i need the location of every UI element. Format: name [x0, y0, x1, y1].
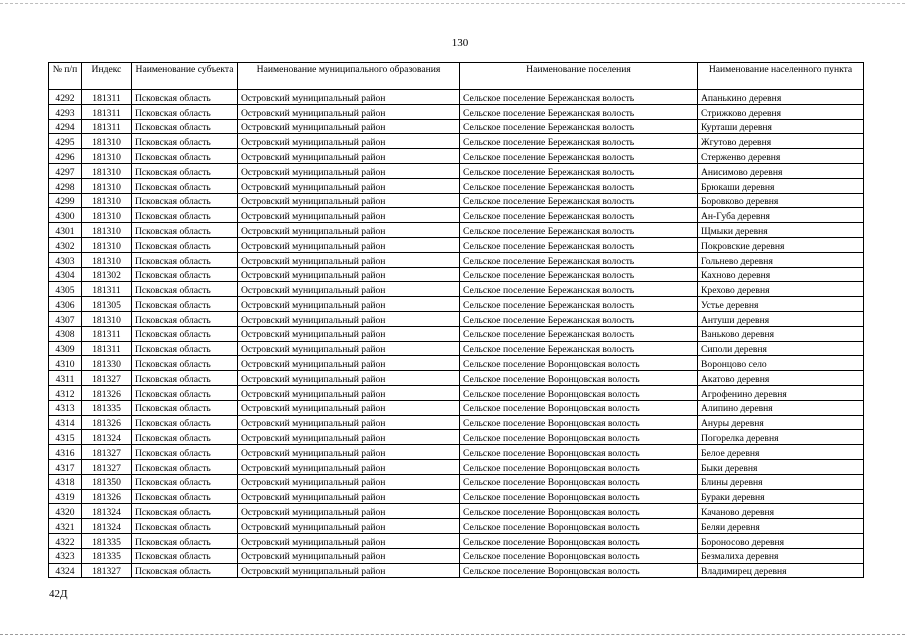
cell-locality: Воронцово село: [698, 356, 864, 371]
cell-municipality: Островский муниципальный район: [238, 178, 460, 193]
table-row: [49, 445, 864, 460]
cell-subject: Псковская область: [132, 223, 238, 238]
cell-index: 181302: [82, 267, 132, 282]
cell-locality: Курташи деревня: [698, 119, 864, 134]
cell-settlement: Сельское поселение Воронцовская волость: [460, 489, 698, 504]
cell-num: 4295: [49, 134, 82, 149]
cell-settlement: Сельское поселение Бережанская волость: [460, 326, 698, 341]
cell-municipality: Островский муниципальный район: [238, 563, 460, 578]
cell-index: 181311: [82, 90, 132, 105]
cell-locality: Стерженво деревня: [698, 149, 864, 164]
cell-num: 4308: [49, 326, 82, 341]
cell-subject: Псковская область: [132, 385, 238, 400]
cell-index: 181335: [82, 548, 132, 563]
cell-locality: Белое деревня: [698, 445, 864, 460]
table-row: [49, 237, 864, 252]
cell-municipality: Островский муниципальный район: [238, 149, 460, 164]
cell-num: 4309: [49, 341, 82, 356]
cell-index: 181310: [82, 237, 132, 252]
table-row: [49, 563, 864, 578]
cell-subject: Псковская область: [132, 504, 238, 519]
cell-index: 181310: [82, 311, 132, 326]
cell-settlement: Сельское поселение Бережанская волость: [460, 237, 698, 252]
cell-num: 4323: [49, 548, 82, 563]
cell-index: 181310: [82, 149, 132, 164]
cell-municipality: Островский муниципальный район: [238, 208, 460, 223]
cell-index: 181311: [82, 104, 132, 119]
cell-subject: Псковская область: [132, 237, 238, 252]
cell-locality: Алипино деревня: [698, 400, 864, 415]
cell-municipality: Островский муниципальный район: [238, 282, 460, 297]
table-row: [49, 430, 864, 445]
cell-municipality: Островский муниципальный район: [238, 193, 460, 208]
cell-municipality: Островский муниципальный район: [238, 90, 460, 105]
cell-settlement: Сельское поселение Бережанская волость: [460, 267, 698, 282]
cell-subject: Псковская область: [132, 415, 238, 430]
cell-municipality: Островский муниципальный район: [238, 119, 460, 134]
cell-locality: Стрижково деревня: [698, 104, 864, 119]
cell-locality: Устье деревня: [698, 297, 864, 312]
table-row: [49, 474, 864, 489]
scan-edge-top: [0, 3, 905, 4]
cell-locality: Быки деревня: [698, 459, 864, 474]
cell-municipality: Островский муниципальный район: [238, 445, 460, 460]
cell-locality: Брюкаши деревня: [698, 178, 864, 193]
cell-subject: Псковская область: [132, 533, 238, 548]
cell-num: 4320: [49, 504, 82, 519]
cell-num: 4296: [49, 149, 82, 164]
cell-num: 4301: [49, 223, 82, 238]
cell-subject: Псковская область: [132, 445, 238, 460]
cell-settlement: Сельское поселение Бережанская волость: [460, 311, 698, 326]
cell-index: 181311: [82, 282, 132, 297]
cell-locality: Ануры деревня: [698, 415, 864, 430]
table-row: [49, 223, 864, 238]
cell-index: 181327: [82, 459, 132, 474]
table-row: [49, 400, 864, 415]
cell-num: 4317: [49, 459, 82, 474]
cell-subject: Псковская область: [132, 311, 238, 326]
table-row: [49, 90, 864, 105]
cell-index: 181310: [82, 134, 132, 149]
cell-subject: Псковская область: [132, 341, 238, 356]
cell-municipality: Островский муниципальный район: [238, 400, 460, 415]
table-row: [49, 548, 864, 563]
cell-num: 4302: [49, 237, 82, 252]
cell-subject: Псковская область: [132, 297, 238, 312]
cell-settlement: Сельское поселение Бережанская волость: [460, 178, 698, 193]
header-locality: Наименование населенного пункта: [698, 63, 864, 90]
cell-settlement: Сельское поселение Бережанская волость: [460, 223, 698, 238]
cell-num: 4315: [49, 430, 82, 445]
cell-locality: Бураки деревня: [698, 489, 864, 504]
cell-num: 4298: [49, 178, 82, 193]
cell-num: 4321: [49, 519, 82, 534]
table-row: [49, 504, 864, 519]
cell-index: 181350: [82, 474, 132, 489]
cell-num: 4316: [49, 445, 82, 460]
table-row: [49, 311, 864, 326]
cell-locality: Боровково деревня: [698, 193, 864, 208]
cell-subject: Псковская область: [132, 178, 238, 193]
cell-index: 181324: [82, 430, 132, 445]
cell-municipality: Островский муниципальный район: [238, 489, 460, 504]
cell-settlement: Сельское поселение Бережанская волость: [460, 193, 698, 208]
cell-municipality: Островский муниципальный район: [238, 223, 460, 238]
cell-num: 4312: [49, 385, 82, 400]
cell-locality: Жгутово деревня: [698, 134, 864, 149]
cell-locality: Владимирец деревня: [698, 563, 864, 578]
cell-index: 181311: [82, 326, 132, 341]
cell-index: 181311: [82, 341, 132, 356]
cell-index: 181305: [82, 297, 132, 312]
cell-num: 4307: [49, 311, 82, 326]
cell-subject: Псковская область: [132, 208, 238, 223]
cell-municipality: Островский муниципальный район: [238, 548, 460, 563]
table-row: [49, 415, 864, 430]
cell-subject: Псковская область: [132, 459, 238, 474]
cell-num: 4318: [49, 474, 82, 489]
cell-settlement: Сельское поселение Воронцовская волость: [460, 548, 698, 563]
table-row: [49, 163, 864, 178]
cell-subject: Псковская область: [132, 282, 238, 297]
cell-num: 4304: [49, 267, 82, 282]
table-row: [49, 267, 864, 282]
table-row: [49, 208, 864, 223]
cell-municipality: Островский муниципальный район: [238, 163, 460, 178]
cell-subject: Псковская область: [132, 356, 238, 371]
cell-num: 4294: [49, 119, 82, 134]
cell-num: 4297: [49, 163, 82, 178]
cell-num: 4306: [49, 297, 82, 312]
cell-subject: Псковская область: [132, 400, 238, 415]
cell-index: 181324: [82, 504, 132, 519]
cell-locality: Погорелка деревня: [698, 430, 864, 445]
cell-index: 181330: [82, 356, 132, 371]
table-row: [49, 385, 864, 400]
cell-settlement: Сельское поселение Бережанская волость: [460, 149, 698, 164]
cell-settlement: Сельское поселение Бережанская волость: [460, 119, 698, 134]
cell-index: 181326: [82, 415, 132, 430]
table-row: [49, 371, 864, 386]
cell-municipality: Островский муниципальный район: [238, 104, 460, 119]
cell-settlement: Сельское поселение Бережанская волость: [460, 163, 698, 178]
cell-settlement: Сельское поселение Воронцовская волость: [460, 356, 698, 371]
cell-index: 181327: [82, 445, 132, 460]
cell-settlement: Сельское поселение Бережанская волость: [460, 282, 698, 297]
cell-index: 181310: [82, 252, 132, 267]
cell-subject: Псковская область: [132, 489, 238, 504]
cell-settlement: Сельское поселение Воронцовская волость: [460, 371, 698, 386]
cell-settlement: Сельское поселение Воронцовская волость: [460, 430, 698, 445]
cell-municipality: Островский муниципальный район: [238, 504, 460, 519]
table-row: [49, 119, 864, 134]
table-row: [49, 193, 864, 208]
cell-municipality: Островский муниципальный район: [238, 341, 460, 356]
cell-subject: Псковская область: [132, 430, 238, 445]
cell-settlement: Сельское поселение Бережанская волость: [460, 134, 698, 149]
cell-municipality: Островский муниципальный район: [238, 356, 460, 371]
cell-subject: Псковская область: [132, 548, 238, 563]
table-row: [49, 459, 864, 474]
cell-settlement: Сельское поселение Воронцовская волость: [460, 563, 698, 578]
cell-subject: Псковская область: [132, 267, 238, 282]
cell-index: 181310: [82, 223, 132, 238]
cell-index: 181310: [82, 163, 132, 178]
cell-locality: Апанькино деревня: [698, 90, 864, 105]
cell-settlement: Сельское поселение Бережанская волость: [460, 252, 698, 267]
header-settlement: Наименование поселения: [460, 63, 698, 90]
header-subject: Наименование субъекта: [132, 63, 238, 90]
cell-locality: Бороносово деревня: [698, 533, 864, 548]
cell-subject: Псковская область: [132, 252, 238, 267]
header-index: Индекс: [82, 63, 132, 90]
cell-locality: Качаново деревня: [698, 504, 864, 519]
table-row: [49, 178, 864, 193]
cell-locality: Беляи деревня: [698, 519, 864, 534]
cell-locality: Безмалиха деревня: [698, 548, 864, 563]
table-row: [49, 533, 864, 548]
cell-index: 181311: [82, 119, 132, 134]
cell-municipality: Островский муниципальный район: [238, 371, 460, 386]
cell-settlement: Сельское поселение Воронцовская волость: [460, 504, 698, 519]
cell-settlement: Сельское поселение Воронцовская волость: [460, 474, 698, 489]
cell-num: 4300: [49, 208, 82, 223]
table-body: [49, 90, 864, 578]
cell-municipality: Островский муниципальный район: [238, 385, 460, 400]
register-table: [48, 62, 864, 578]
cell-locality: Покровские деревня: [698, 237, 864, 252]
cell-num: 4322: [49, 533, 82, 548]
cell-municipality: Островский муниципальный район: [238, 459, 460, 474]
cell-num: 4305: [49, 282, 82, 297]
table-row: [49, 282, 864, 297]
cell-locality: Акатово деревня: [698, 371, 864, 386]
cell-municipality: Островский муниципальный район: [238, 297, 460, 312]
table-row: [49, 326, 864, 341]
cell-municipality: Островский муниципальный район: [238, 519, 460, 534]
cell-locality: Крехово деревня: [698, 282, 864, 297]
footer-code: 42Д: [49, 588, 68, 600]
cell-index: 181310: [82, 208, 132, 223]
cell-municipality: Островский муниципальный район: [238, 267, 460, 282]
header-municipality: Наименование муниципального образования: [238, 63, 460, 90]
cell-num: 4292: [49, 90, 82, 105]
cell-locality: Сиполи деревня: [698, 341, 864, 356]
cell-index: 181324: [82, 519, 132, 534]
cell-index: 181310: [82, 178, 132, 193]
cell-num: 4324: [49, 563, 82, 578]
cell-index: 181310: [82, 193, 132, 208]
cell-locality: Блины деревня: [698, 474, 864, 489]
cell-locality: Кахново деревня: [698, 267, 864, 282]
cell-subject: Псковская область: [132, 134, 238, 149]
cell-num: 4299: [49, 193, 82, 208]
cell-subject: Псковская область: [132, 371, 238, 386]
cell-subject: Псковская область: [132, 519, 238, 534]
cell-settlement: Сельское поселение Бережанская волость: [460, 297, 698, 312]
cell-settlement: Сельское поселение Воронцовская волость: [460, 533, 698, 548]
cell-settlement: Сельское поселение Бережанская волость: [460, 90, 698, 105]
cell-municipality: Островский муниципальный район: [238, 430, 460, 445]
cell-subject: Псковская область: [132, 149, 238, 164]
cell-locality: Антуши деревня: [698, 311, 864, 326]
cell-subject: Псковская область: [132, 563, 238, 578]
table-row: [49, 341, 864, 356]
cell-settlement: Сельское поселение Бережанская волость: [460, 208, 698, 223]
cell-subject: Псковская область: [132, 119, 238, 134]
cell-num: 4313: [49, 400, 82, 415]
table-row: [49, 356, 864, 371]
cell-municipality: Островский муниципальный район: [238, 415, 460, 430]
cell-settlement: Сельское поселение Воронцовская волость: [460, 459, 698, 474]
cell-municipality: Островский муниципальный район: [238, 474, 460, 489]
cell-subject: Псковская область: [132, 193, 238, 208]
cell-locality: Агрофенино деревня: [698, 385, 864, 400]
cell-subject: Псковская область: [132, 90, 238, 105]
cell-municipality: Островский муниципальный район: [238, 311, 460, 326]
table-row: [49, 297, 864, 312]
cell-locality: Ан-Губа деревня: [698, 208, 864, 223]
table-row: [49, 149, 864, 164]
cell-num: 4314: [49, 415, 82, 430]
cell-subject: Псковская область: [132, 326, 238, 341]
table-row: [49, 134, 864, 149]
table-header-row: [49, 63, 864, 90]
cell-subject: Псковская область: [132, 104, 238, 119]
cell-index: 181335: [82, 533, 132, 548]
table-row: [49, 104, 864, 119]
cell-index: 181335: [82, 400, 132, 415]
cell-municipality: Островский муниципальный район: [238, 237, 460, 252]
table-row: [49, 489, 864, 504]
cell-index: 181326: [82, 385, 132, 400]
cell-settlement: Сельское поселение Бережанская волость: [460, 341, 698, 356]
table-row: [49, 252, 864, 267]
cell-municipality: Островский муниципальный район: [238, 533, 460, 548]
cell-locality: Ваньково деревня: [698, 326, 864, 341]
cell-locality: Гольнево деревня: [698, 252, 864, 267]
cell-index: 181327: [82, 371, 132, 386]
cell-num: 4319: [49, 489, 82, 504]
cell-num: 4293: [49, 104, 82, 119]
cell-index: 181326: [82, 489, 132, 504]
cell-settlement: Сельское поселение Воронцовская волость: [460, 385, 698, 400]
cell-num: 4310: [49, 356, 82, 371]
cell-municipality: Островский муниципальный район: [238, 252, 460, 267]
cell-municipality: Островский муниципальный район: [238, 326, 460, 341]
cell-settlement: Сельское поселение Воронцовская волость: [460, 519, 698, 534]
cell-settlement: Сельское поселение Воронцовская волость: [460, 400, 698, 415]
cell-num: 4311: [49, 371, 82, 386]
cell-locality: Анисимово деревня: [698, 163, 864, 178]
scan-edge-bottom: [0, 634, 905, 635]
cell-settlement: Сельское поселение Воронцовская волость: [460, 415, 698, 430]
cell-municipality: Островский муниципальный район: [238, 134, 460, 149]
cell-num: 4303: [49, 252, 82, 267]
table-row: [49, 519, 864, 534]
cell-index: 181327: [82, 563, 132, 578]
cell-subject: Псковская область: [132, 163, 238, 178]
cell-settlement: Сельское поселение Воронцовская волость: [460, 445, 698, 460]
cell-settlement: Сельское поселение Бережанская волость: [460, 104, 698, 119]
header-num: № п/п: [49, 63, 82, 90]
cell-subject: Псковская область: [132, 474, 238, 489]
cell-locality: Щмыки деревня: [698, 223, 864, 238]
page-number: 130: [451, 37, 469, 49]
